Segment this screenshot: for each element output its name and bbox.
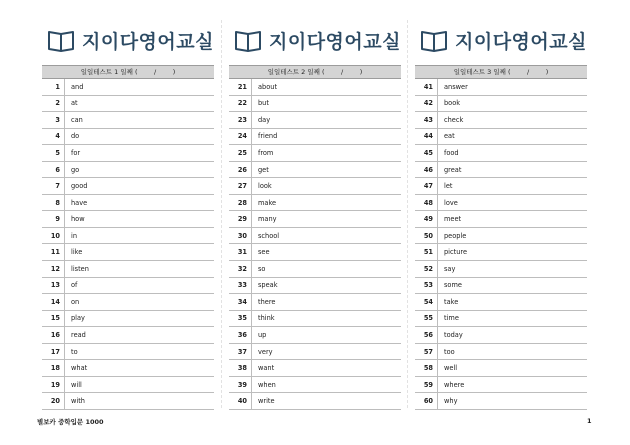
brand-name: 지이다영어교실 (455, 30, 587, 53)
vocabulary-word: why (438, 393, 588, 410)
word-number: 23 (229, 112, 252, 129)
table-row (229, 178, 401, 195)
table-row (42, 261, 214, 278)
word-number: 18 (42, 360, 65, 377)
word-number: 34 (229, 294, 252, 311)
word-number: 22 (229, 95, 252, 112)
table-row (415, 294, 587, 311)
table-row (229, 393, 401, 410)
table-row (229, 277, 401, 294)
vocabulary-word: so (252, 261, 402, 278)
vocabulary-word: time (438, 310, 588, 327)
vocabulary-word: see (252, 244, 402, 261)
table-row (229, 145, 401, 162)
table-row (42, 227, 214, 244)
vocabulary-word: what (65, 360, 215, 377)
word-number: 60 (415, 393, 438, 410)
open-book-icon (46, 27, 76, 53)
word-number: 58 (415, 360, 438, 377)
word-number: 28 (229, 194, 252, 211)
word-number: 41 (415, 79, 438, 95)
word-number: 54 (415, 294, 438, 311)
table-row (42, 112, 214, 129)
word-number: 17 (42, 343, 65, 360)
table-row (415, 79, 587, 95)
table-row (229, 161, 401, 178)
table-row (415, 112, 587, 129)
table-row (229, 79, 401, 95)
table-row (42, 95, 214, 112)
vocabulary-word: have (65, 194, 215, 211)
table-row (415, 277, 587, 294)
open-book-icon (419, 27, 449, 53)
table-row (42, 294, 214, 311)
vocabulary-word: day (252, 112, 402, 129)
vocabulary-word: read (65, 327, 215, 344)
word-number: 10 (42, 227, 65, 244)
vocabulary-word: but (252, 95, 402, 112)
table-row (229, 376, 401, 393)
table-row (42, 178, 214, 195)
word-number: 43 (415, 112, 438, 129)
vocabulary-word: to (65, 343, 215, 360)
word-number: 42 (415, 95, 438, 112)
table-row (42, 194, 214, 211)
table-row (415, 145, 587, 162)
vocabulary-word: about (252, 79, 402, 95)
word-number: 46 (415, 161, 438, 178)
vocabulary-word: at (65, 95, 215, 112)
page-number: 1 (587, 417, 592, 425)
brand-header (42, 24, 214, 56)
brand-header (229, 24, 401, 56)
word-number: 11 (42, 244, 65, 261)
vocabulary-word: many (252, 211, 402, 228)
vocabulary-word: how (65, 211, 215, 228)
test-header: 일일테스트 2 일째 ( / ) (229, 65, 401, 79)
table-row (229, 343, 401, 360)
table-row (415, 310, 587, 327)
word-number: 13 (42, 277, 65, 294)
vocabulary-word: speak (252, 277, 402, 294)
word-test-column-2 (229, 0, 401, 410)
word-number: 1 (42, 79, 65, 95)
vocabulary-word: book (438, 95, 588, 112)
table-row (42, 128, 214, 145)
table-row (42, 277, 214, 294)
word-number: 57 (415, 343, 438, 360)
vocabulary-word: and (65, 79, 215, 95)
vocabulary-word: take (438, 294, 588, 311)
table-row (229, 261, 401, 278)
table-row (229, 194, 401, 211)
word-number: 27 (229, 178, 252, 195)
vocabulary-word: picture (438, 244, 588, 261)
word-number: 39 (229, 376, 252, 393)
word-number: 9 (42, 211, 65, 228)
brand-name: 지이다영어교실 (269, 30, 401, 53)
word-number: 14 (42, 294, 65, 311)
word-number: 20 (42, 393, 65, 410)
table-row (415, 393, 587, 410)
table-row (42, 145, 214, 162)
vocabulary-word: think (252, 310, 402, 327)
word-number: 48 (415, 194, 438, 211)
table-row (229, 244, 401, 261)
table-row (229, 360, 401, 377)
word-number: 36 (229, 327, 252, 344)
vocabulary-word: love (438, 194, 588, 211)
table-row (229, 310, 401, 327)
vocabulary-word: good (65, 178, 215, 195)
table-row (42, 376, 214, 393)
vocabulary-word: play (65, 310, 215, 327)
word-number: 51 (415, 244, 438, 261)
word-number: 29 (229, 211, 252, 228)
word-number: 37 (229, 343, 252, 360)
word-number: 56 (415, 327, 438, 344)
word-number: 49 (415, 211, 438, 228)
table-row (415, 95, 587, 112)
word-number: 59 (415, 376, 438, 393)
vocabulary-word: eat (438, 128, 588, 145)
word-table (415, 79, 587, 410)
word-number: 52 (415, 261, 438, 278)
word-number: 40 (229, 393, 252, 410)
vocabulary-word: very (252, 343, 402, 360)
table-row (229, 128, 401, 145)
table-row (415, 128, 587, 145)
word-number: 33 (229, 277, 252, 294)
word-number: 24 (229, 128, 252, 145)
word-number: 25 (229, 145, 252, 162)
word-number: 53 (415, 277, 438, 294)
word-number: 35 (229, 310, 252, 327)
table-row (415, 161, 587, 178)
vocabulary-word: can (65, 112, 215, 129)
vocabulary-word: friend (252, 128, 402, 145)
vocabulary-word: will (65, 376, 215, 393)
vocabulary-word: today (438, 327, 588, 344)
vocabulary-word: where (438, 376, 588, 393)
table-row (415, 360, 587, 377)
vocabulary-word: too (438, 343, 588, 360)
vocabulary-word: let (438, 178, 588, 195)
table-row (42, 211, 214, 228)
word-number: 8 (42, 194, 65, 211)
word-number: 55 (415, 310, 438, 327)
brand-header (415, 24, 587, 56)
vocabulary-word: some (438, 277, 588, 294)
brand-name: 지이다영어교실 (82, 30, 214, 53)
word-test-column-3 (415, 0, 587, 410)
vocabulary-word: like (65, 244, 215, 261)
word-table (42, 79, 214, 410)
vocabulary-word: look (252, 178, 402, 195)
table-row (42, 327, 214, 344)
vocabulary-word: of (65, 277, 215, 294)
vocabulary-word: say (438, 261, 588, 278)
table-row (42, 79, 214, 95)
vocabulary-word: answer (438, 79, 588, 95)
table-row (229, 227, 401, 244)
vocabulary-word: go (65, 161, 215, 178)
table-row (415, 194, 587, 211)
table-row (415, 343, 587, 360)
table-row (42, 310, 214, 327)
word-test-column-1 (42, 0, 214, 410)
table-row (42, 393, 214, 410)
column-divider (221, 20, 222, 408)
word-number: 16 (42, 327, 65, 344)
word-number: 31 (229, 244, 252, 261)
word-number: 5 (42, 145, 65, 162)
table-row (415, 244, 587, 261)
test-header: 일일테스트 3 일째 ( / ) (415, 65, 587, 79)
table-row (415, 376, 587, 393)
vocabulary-word: food (438, 145, 588, 162)
vocabulary-word: meet (438, 211, 588, 228)
word-number: 32 (229, 261, 252, 278)
vocabulary-word: when (252, 376, 402, 393)
open-book-icon (233, 27, 263, 53)
word-table (229, 79, 401, 410)
vocabulary-word: well (438, 360, 588, 377)
word-number: 26 (229, 161, 252, 178)
test-header: 일일테스트 1 일째 ( / ) (42, 65, 214, 79)
word-number: 38 (229, 360, 252, 377)
vocabulary-word: school (252, 227, 402, 244)
table-row (42, 360, 214, 377)
word-number: 50 (415, 227, 438, 244)
word-number: 3 (42, 112, 65, 129)
table-row (229, 211, 401, 228)
word-number: 44 (415, 128, 438, 145)
vocabulary-word: write (252, 393, 402, 410)
vocabulary-word: listen (65, 261, 215, 278)
column-divider (407, 20, 408, 408)
vocabulary-word: up (252, 327, 402, 344)
vocabulary-word: do (65, 128, 215, 145)
vocabulary-word: want (252, 360, 402, 377)
word-number: 4 (42, 128, 65, 145)
table-row (229, 95, 401, 112)
vocabulary-word: from (252, 145, 402, 162)
table-row (415, 327, 587, 344)
word-number: 45 (415, 145, 438, 162)
vocabulary-word: people (438, 227, 588, 244)
footer-book-title: 별보카 중학입문 1000 (37, 418, 104, 426)
vocabulary-word: in (65, 227, 215, 244)
word-number: 30 (229, 227, 252, 244)
word-number: 19 (42, 376, 65, 393)
word-number: 15 (42, 310, 65, 327)
table-row (415, 211, 587, 228)
word-number: 7 (42, 178, 65, 195)
word-number: 12 (42, 261, 65, 278)
vocabulary-word: get (252, 161, 402, 178)
word-number: 47 (415, 178, 438, 195)
table-row (415, 227, 587, 244)
table-row (415, 261, 587, 278)
vocabulary-word: for (65, 145, 215, 162)
vocabulary-word: with (65, 393, 215, 410)
vocabulary-word: on (65, 294, 215, 311)
vocabulary-word: great (438, 161, 588, 178)
vocabulary-word: check (438, 112, 588, 129)
word-number: 2 (42, 95, 65, 112)
vocabulary-word: there (252, 294, 402, 311)
vocabulary-word: make (252, 194, 402, 211)
table-row (42, 161, 214, 178)
table-row (229, 327, 401, 344)
table-row (229, 294, 401, 311)
table-row (42, 343, 214, 360)
word-number: 21 (229, 79, 252, 95)
table-row (415, 178, 587, 195)
table-row (42, 244, 214, 261)
word-number: 6 (42, 161, 65, 178)
table-row (229, 112, 401, 129)
